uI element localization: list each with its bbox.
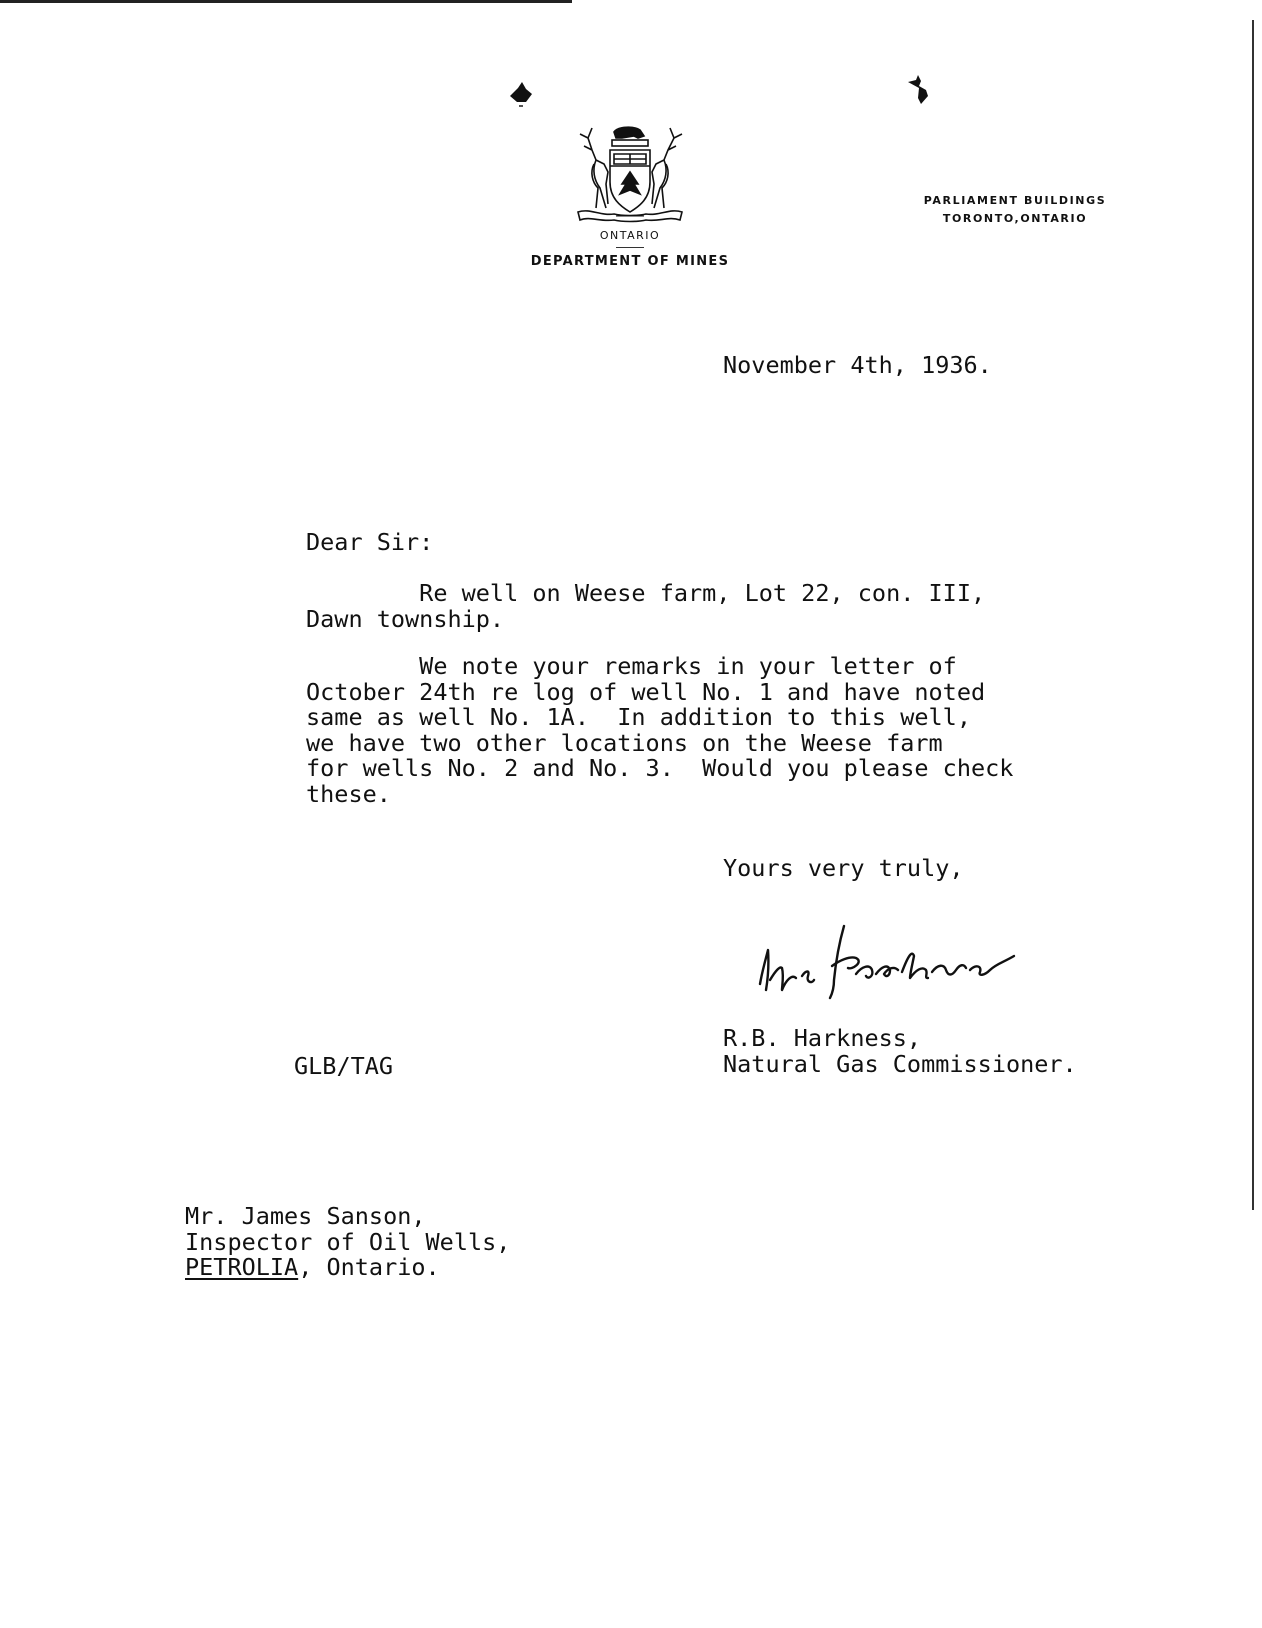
recipient-name: Mr. James Sanson, (185, 1202, 426, 1230)
body-paragraph (306, 654, 1013, 807)
subject-line: Dawn township. (306, 604, 505, 633)
signatory-block (723, 1026, 1077, 1077)
letterhead-department: DEPARTMENT OF MINES (530, 254, 730, 269)
address-line: PARLIAMENT BUILDINGS (923, 194, 1107, 207)
ontario-coat-of-arms-icon (570, 124, 690, 228)
signatory-title: Natural Gas Commissioner. (723, 1049, 1077, 1078)
handwritten-signature-icon (752, 920, 1072, 1010)
letterhead-divider (616, 247, 644, 248)
subject-block (306, 581, 985, 632)
body-line: we have two other locations on the Weese farm (306, 728, 943, 757)
body-line: these. (306, 779, 391, 808)
ink-blot-icon (906, 74, 932, 106)
page-edge-shadow (1252, 20, 1254, 1210)
body-line: We note your remarks in your letter of (306, 652, 957, 680)
recipient-title: Inspector of Oil Wells, (185, 1227, 511, 1256)
address-line: TORONTO,ONTARIO (942, 212, 1088, 225)
closing: Yours very truly, (723, 854, 964, 882)
signatory-name: R.B. Harkness, (723, 1024, 922, 1052)
recipient-address (185, 1204, 510, 1281)
top-edge-line (0, 0, 572, 3)
recipient-location (185, 1255, 510, 1281)
letterhead-address (900, 192, 1130, 228)
body-line: October 24th re log of well No. 1 and have noted (306, 677, 986, 706)
ink-blot-icon (508, 80, 534, 108)
body-line: for wells No. 2 and No. 3. Would you please check (306, 754, 1014, 782)
body-line: same as well No. 1A. In addition to this well, (306, 703, 971, 731)
recipient-city: PETROLIA (185, 1253, 299, 1281)
reference-initials: GLB/TAG (294, 1052, 394, 1080)
letter-date: November 4th, 1936. (723, 351, 992, 379)
letterhead-province: ONTARIO (599, 229, 661, 242)
subject-line: Re well on Weese farm, Lot 22, con. III, (306, 579, 986, 607)
salutation: Dear Sir: (306, 528, 434, 556)
recipient-province: , Ontario. (298, 1253, 440, 1281)
